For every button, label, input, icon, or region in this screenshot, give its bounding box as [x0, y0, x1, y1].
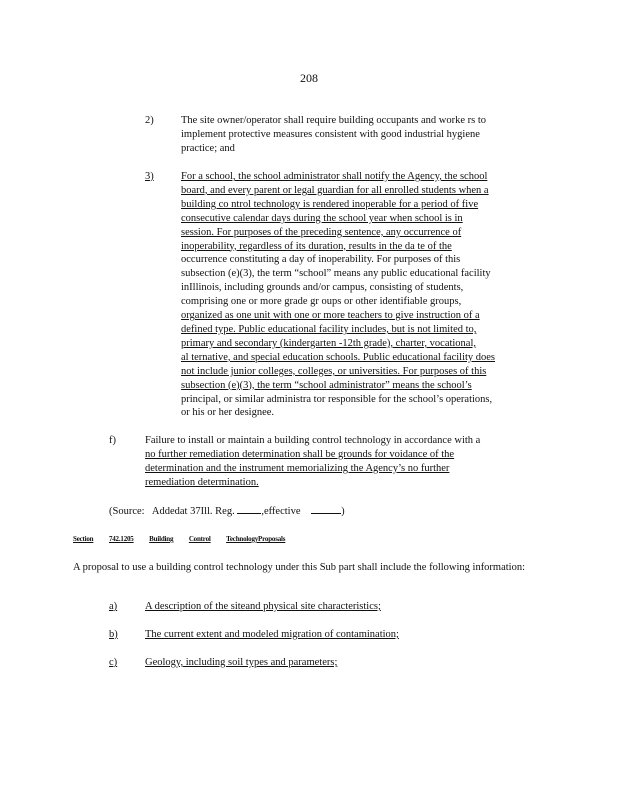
item-3-line: inIllinois, including grounds and/or campus, consisting of students,: [181, 282, 464, 294]
item-3-line: subsection (e)(3), the term “school” means any public educational facility: [181, 268, 491, 280]
intro-paragraph: A proposal to use a building control technology under this Sub part shall include the following information:: [73, 562, 526, 573]
section-title-word: TechnologyProposals: [226, 535, 286, 543]
item-3-line: occurrence constituting a day of inoperability. For purposes of this: [181, 254, 461, 266]
list-item-text: The current extent and modeled migration of contamination;: [145, 629, 399, 640]
source-text: Addedat 37Ill. Reg.: [151, 506, 235, 517]
item-2-text: [181, 114, 533, 156]
item-3-line: subsection (e)(3), the term “school administrator” means the school’s: [181, 379, 472, 391]
item-3-line: primary and secondary (kindergarten -12th grade), charter, vocational,: [181, 337, 477, 349]
item-f-line: determination and the instrument memorializing the Agency’s no further: [145, 462, 450, 474]
source-note: [109, 506, 345, 517]
list-item-marker: a): [109, 601, 118, 612]
list-item-text: A description of the siteand physical site characteristics;: [145, 601, 381, 612]
item-3-line: organized as one unit with one or more teachers to give instruction of a: [181, 310, 480, 322]
item-2-line: practice; and: [181, 142, 235, 154]
item-3-line: For a school, the school administrator shall notify the Agency, the school: [181, 171, 488, 182]
item-3-line: or his or her designee.: [181, 407, 275, 419]
source-effective: ,effective: [261, 506, 301, 517]
list-item-text: Geology, including soil types and parameters;: [145, 657, 338, 668]
item-3-line: al ternative, and special education schools. Public educational facility does: [181, 351, 496, 363]
section-number: 742.1205: [108, 535, 134, 543]
item-f-text: [145, 434, 533, 490]
source-close: ): [341, 506, 345, 517]
section-title-word: Control: [188, 535, 211, 543]
item-3-line: session. For purposes of the preceding sentence, any occurrence of: [181, 226, 462, 238]
item-3-line: principal, or similar administra tor responsible for the school’s operations,: [181, 393, 493, 405]
item-3-text: [181, 170, 537, 420]
source-prefix: (Source:: [109, 506, 145, 517]
item-2-line: implement protective measures consistent with good industrial hygiene: [181, 128, 480, 140]
list-item-marker: c): [109, 657, 118, 668]
item-f-line: Failure to install or maintain a building control technology in accordance with a: [145, 435, 481, 446]
source-blank: [237, 513, 261, 514]
section-heading: [73, 535, 299, 543]
list-item-marker: b): [109, 629, 118, 640]
item-3-line: not include junior colleges, colleges, or universities. For purposes of this: [181, 365, 487, 377]
page-number: 208: [300, 71, 318, 85]
item-f-line: remediation determination.: [145, 476, 259, 488]
item-3-marker: 3): [145, 171, 154, 182]
item-f-line: no further remediation determination shall be grounds for voidance of the: [145, 448, 455, 460]
section-title-word: Building: [149, 535, 174, 543]
item-3-line: inoperability, regardless of its duration, results in the da te of the: [181, 240, 452, 252]
item-3-line: consecutive calendar days during the school year when school is in: [181, 212, 463, 224]
item-2-line: The site owner/operator shall require building occupants and worke rs to: [181, 115, 486, 126]
item-3-line: comprising one or more grade gr oups or other identifiable groups,: [181, 296, 462, 308]
item-3-line: board, and every parent or legal guardian for all enrolled students when a: [181, 184, 489, 196]
source-blank: [311, 513, 341, 514]
item-f-marker: f): [109, 435, 116, 446]
item-2-marker: 2): [145, 115, 154, 126]
section-label: Section: [73, 535, 94, 543]
item-3-line: building co ntrol technology is rendered inoperable for a period of five: [181, 198, 479, 210]
item-3-line: defined type. Public educational facility includes, but is not limited to,: [181, 323, 477, 335]
